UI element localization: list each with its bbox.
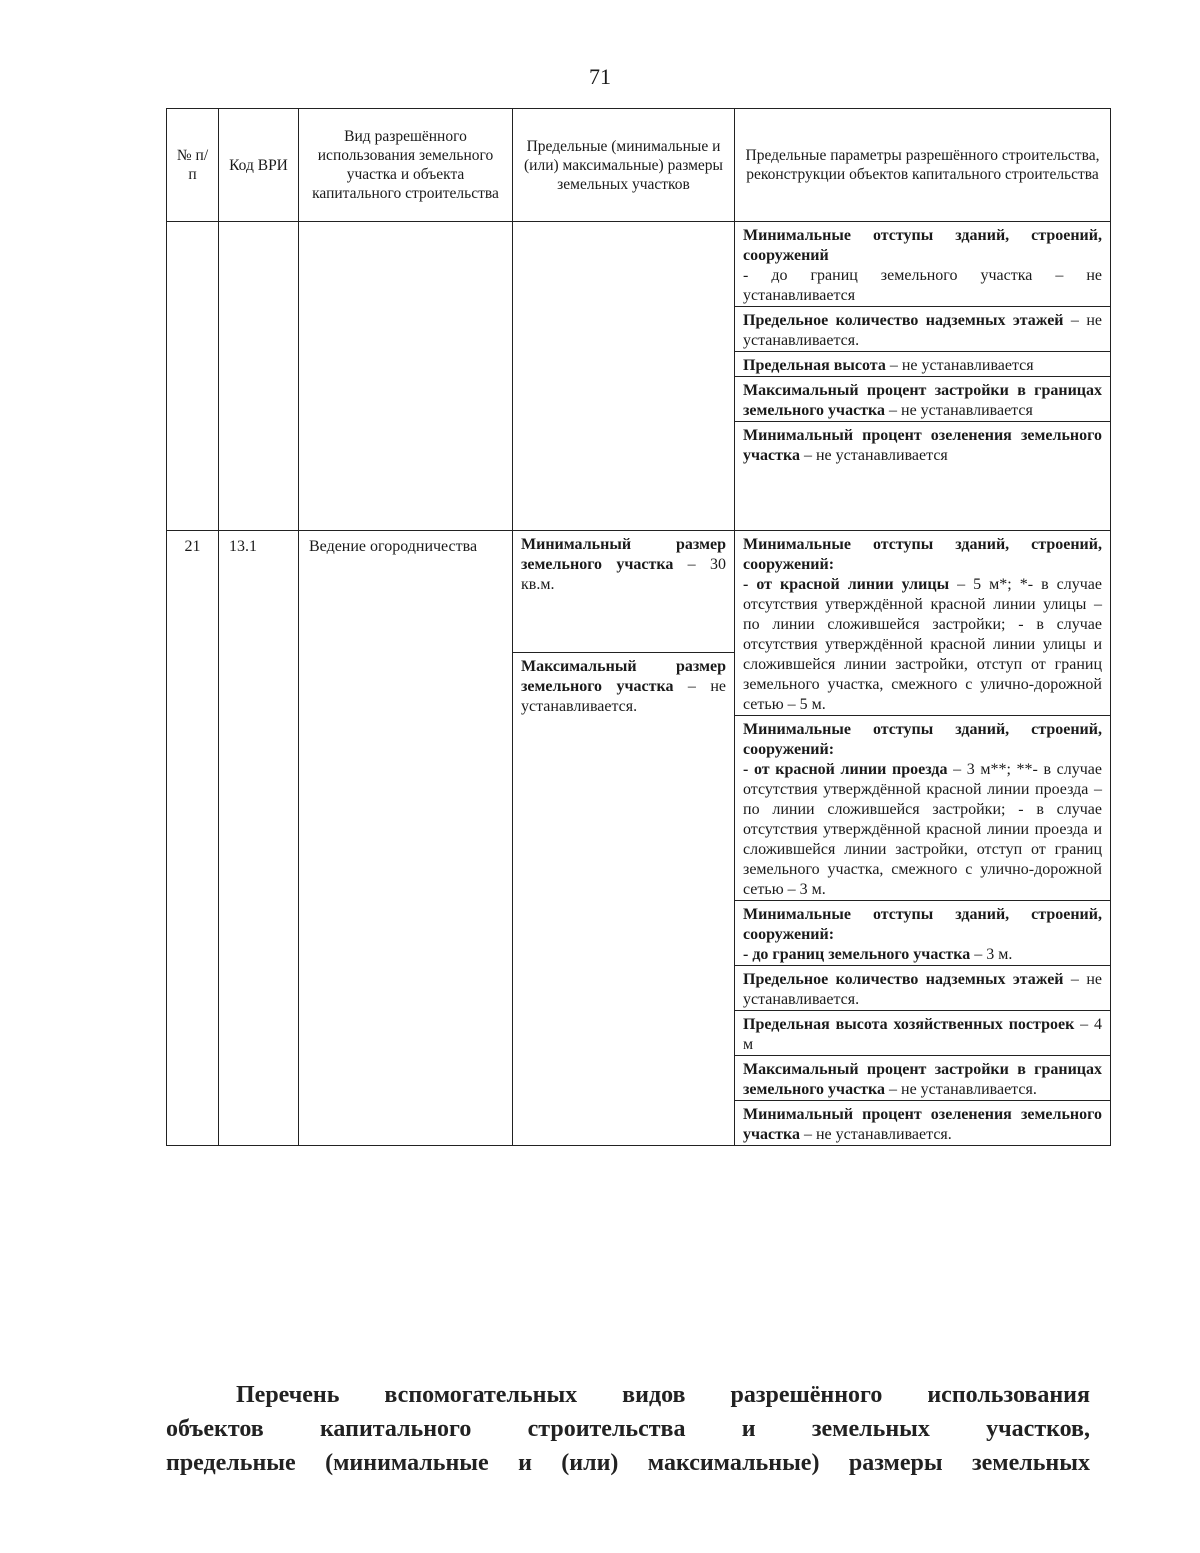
heading-line-2: объектов капитального строительства и земельных участков, [166, 1416, 1090, 1442]
param-text: - до границ земельного участка – не устанавливается [743, 267, 1102, 304]
param-subtitle: - от красной линии улицы [743, 576, 950, 593]
size-text: – 30 кв.м. [521, 556, 726, 593]
param-block [735, 966, 1110, 1011]
row-params-cell [735, 531, 1111, 1146]
header-size: Предельные (минимальные и (или) максимальные) размеры земельных участков [513, 109, 735, 222]
section-heading [166, 1378, 1090, 1480]
param-block [735, 307, 1110, 352]
param-text: – не устанавливается. [743, 971, 1102, 1008]
param-title: Предельное количество надземных этажей [743, 312, 1064, 329]
header-num: № п/п [167, 109, 219, 222]
param-block [735, 1101, 1110, 1145]
size-block-min [513, 531, 734, 653]
size-block-max [513, 653, 734, 717]
param-block [735, 716, 1110, 901]
row-type: Ведение огородничества [299, 531, 513, 1146]
param-text: – 5 м*; *- в случае отсутствия утверждённой красной линии улицы – по линии сложившейся застройки; - в случае отсутствия утверждённой красной линии улицы и сложившейся линии застройки, отступ от границ земельного участка, смежного с улично-дорожной сетью – 5 м. [743, 576, 1102, 713]
row-num: 21 [167, 531, 219, 1146]
continued-type-cell [299, 222, 513, 531]
param-title: Минимальный процент озеленения земельного участка [743, 427, 1102, 464]
param-block [735, 531, 1110, 716]
table-header-row [167, 109, 1111, 222]
param-block [735, 1011, 1110, 1056]
heading-line-3: предельные (минимальные и (или) максимальные) размеры земельных [166, 1450, 1090, 1476]
header-code: Код ВРИ [219, 109, 299, 222]
param-block [735, 222, 1110, 307]
param-title: Минимальные отступы зданий, строений, сооружений [743, 227, 1102, 264]
header-type: Вид разрешённого использования земельного участка и объекта капитального строительства [299, 109, 513, 222]
param-text: – 3 м**; **- в случае отсутствия утверждённой красной линии проезда – по линии сложившейся застройки; - в случае отсутствия утверждённой красной линии проезда и сложившейся линии застройки, отступ от границ земельного участка, смежного с улично-дорожной сетью – 3 м. [743, 761, 1103, 898]
param-text: – не устанавливается [885, 402, 1033, 419]
page-number: 71 [589, 64, 611, 89]
param-title: Минимальный процент озеленения земельного участка [743, 1106, 1102, 1143]
header-params: Предельные параметры разрешённого строительства, реконструкции объектов капитального строительства [735, 109, 1111, 222]
param-title: Минимальные отступы зданий, строений, сооружений: [743, 721, 1102, 758]
param-text: – не устанавливается. [885, 1081, 1037, 1098]
param-title: Предельная высота хозяйственных построек [743, 1016, 1075, 1033]
continued-size-cell [513, 222, 735, 531]
param-block [735, 422, 1110, 466]
param-text: – 3 м. [970, 946, 1013, 963]
continued-params-cell [735, 222, 1111, 531]
param-subtitle: - от красной линии проезда [743, 761, 948, 778]
param-title: Минимальные отступы зданий, строений, сооружений: [743, 906, 1102, 943]
param-text: – 4 м [743, 1016, 1102, 1053]
table-row-21 [167, 531, 1111, 1146]
size-text: – не устанавливается. [521, 678, 726, 715]
heading-line-1: Перечень вспомогательных видов разрешённого использования [236, 1382, 1090, 1408]
param-text: – не устанавливается [885, 357, 1034, 374]
param-block [735, 1056, 1110, 1101]
row-sizes-cell [513, 531, 735, 1146]
param-title: Предельная высота [743, 357, 886, 374]
regulations-table [166, 108, 1111, 1146]
size-title: Максимальный размер земельного участка [521, 658, 726, 695]
param-title: Минимальные отступы зданий, строений, сооружений: [743, 536, 1102, 573]
table-row-continued [167, 222, 1111, 531]
row-code: 13.1 [219, 531, 299, 1146]
param-subtitle: - до границ земельного участка [743, 946, 971, 963]
param-block [735, 377, 1110, 422]
param-title: Максимальный процент застройки в границах земельного участка [743, 382, 1102, 419]
param-text: – не устанавливается [799, 447, 948, 464]
param-title: Максимальный процент застройки в границах земельного участка [743, 1061, 1102, 1098]
param-block [735, 901, 1110, 966]
param-block [735, 352, 1110, 377]
continued-num-cell [167, 222, 219, 531]
param-text: – не устанавливается. [743, 312, 1102, 349]
size-title: Минимальный размер земельного участка [521, 536, 726, 573]
continued-code-cell [219, 222, 299, 531]
param-text: – не устанавливается. [799, 1126, 952, 1143]
param-title: Предельное количество надземных этажей [743, 971, 1064, 988]
